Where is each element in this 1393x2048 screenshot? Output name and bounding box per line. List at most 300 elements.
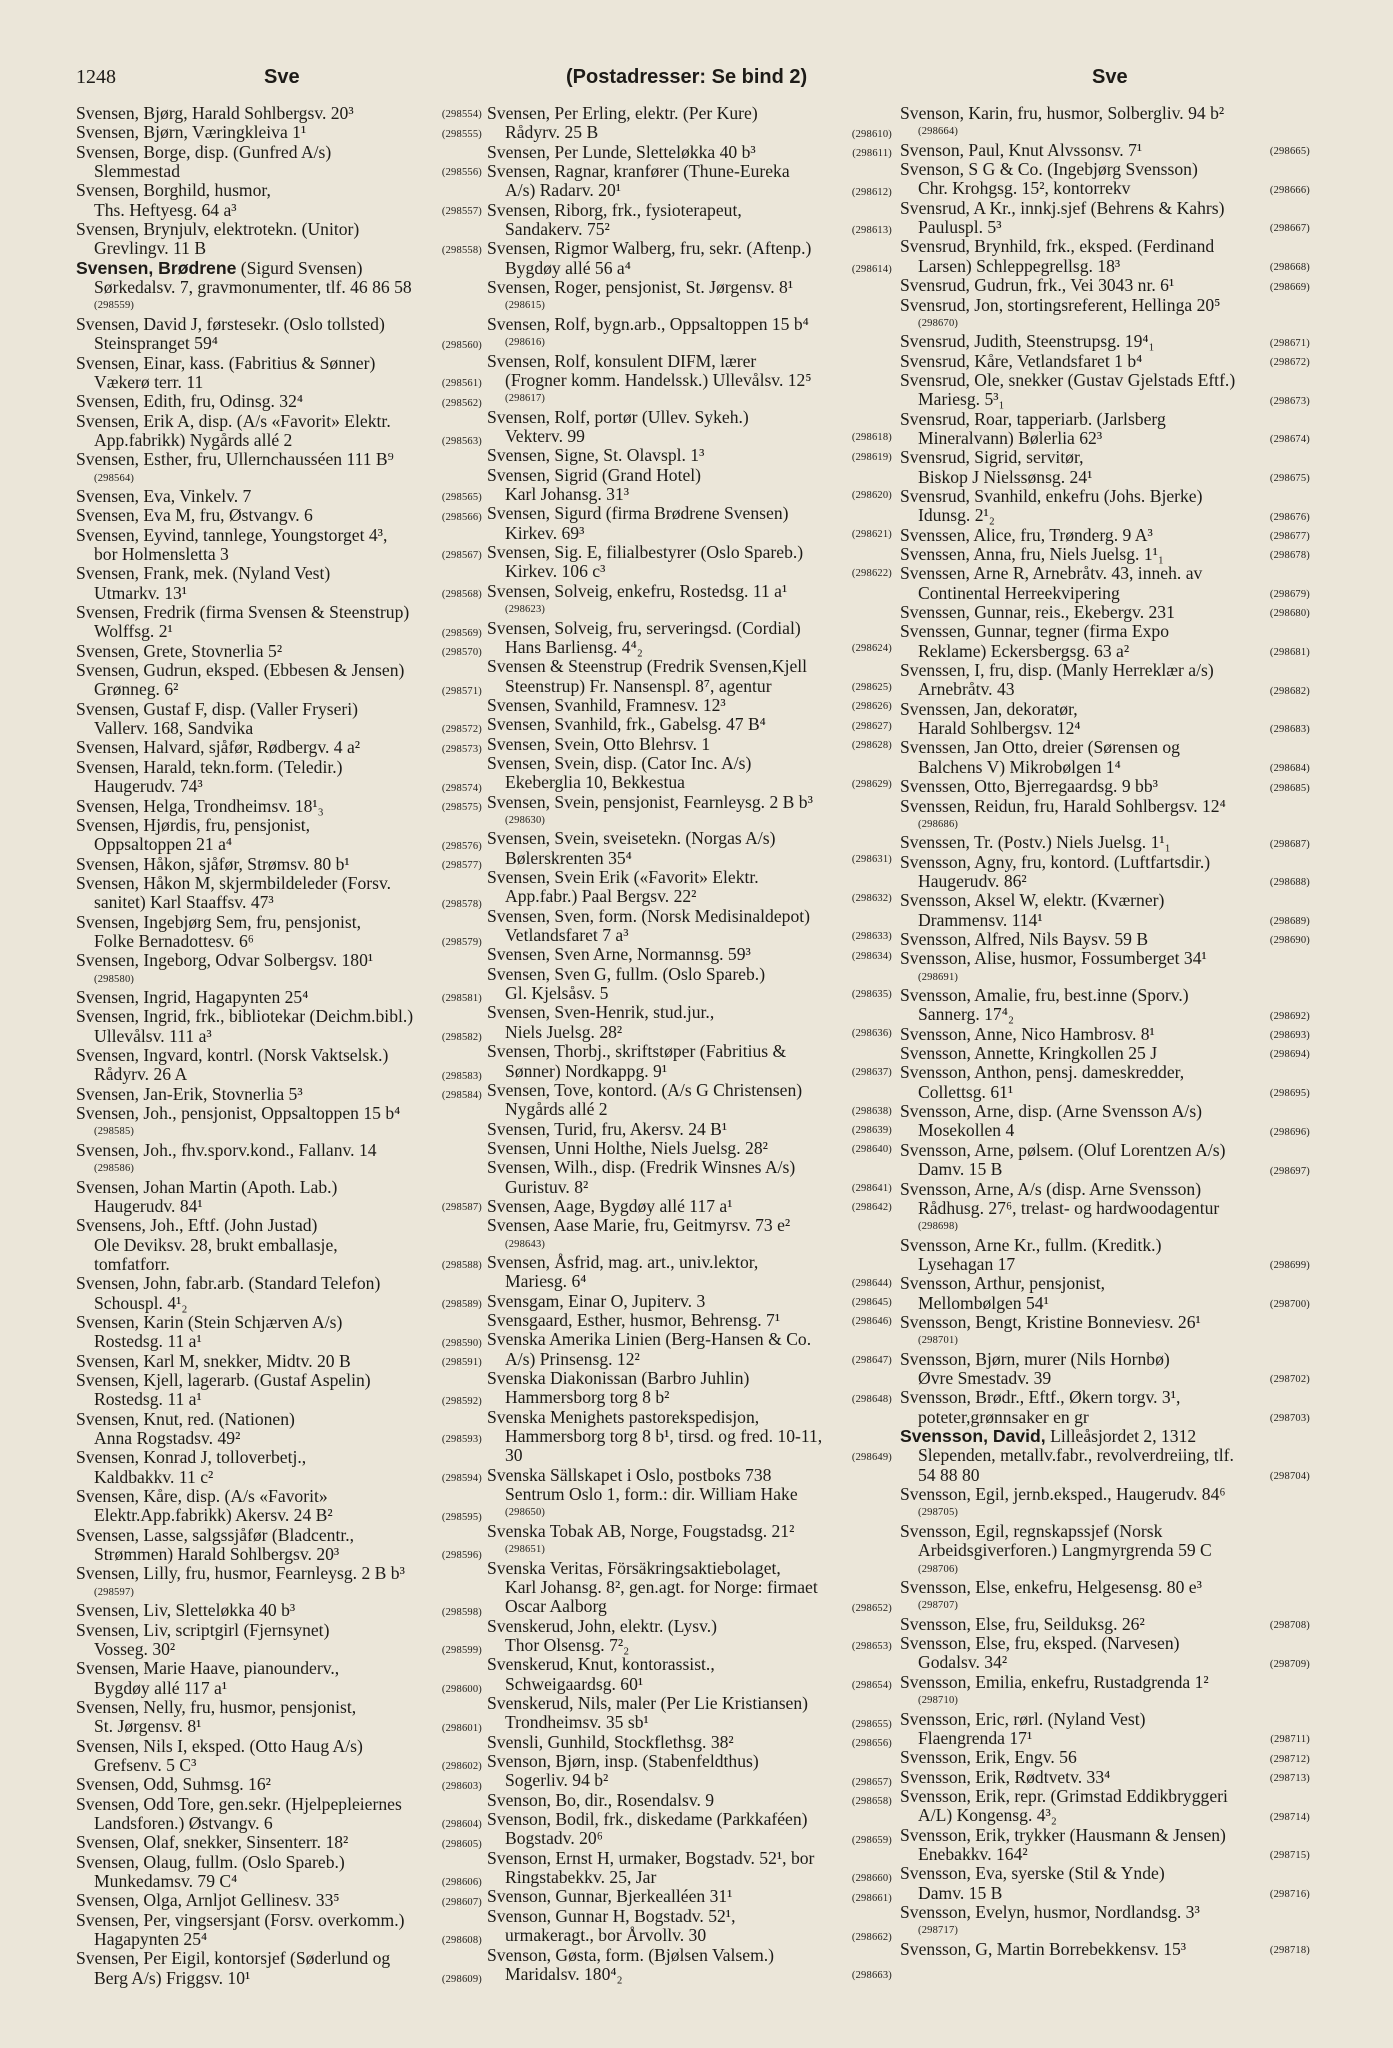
entry-line: Ole Deviksv. 28, brukt emballasje,	[94, 1235, 338, 1255]
entry-line: Grefsenv. 5 C³	[94, 1755, 197, 1775]
entry-phone-number: (298693)	[1269, 1030, 1310, 1042]
entry-phone-number: (298612)	[851, 186, 892, 198]
entry-line: Svensen, Ingvard, kontrl. (Norsk Vaktselsk.)	[76, 1046, 389, 1066]
directory-entry	[900, 1710, 1310, 1749]
entry-line: Svensen, Per, vingsersjant (Forsv. overkomm.)	[76, 1910, 405, 1930]
entry-line: Niels Juelsg. 28²	[505, 1022, 623, 1042]
entry-line: Svensen, Frank, mek. (Nyland Vest)	[76, 564, 331, 584]
entry-phone-number: (298702)	[1269, 1374, 1310, 1386]
entry-line: Svenssen, Alice, fru, Trønderg. 9 A³	[900, 525, 1153, 545]
directory-entry	[900, 891, 1310, 930]
entry-line: Enebakkv. 164²	[918, 1844, 1028, 1864]
directory-entry	[900, 1787, 1310, 1826]
entry-phone-number: (298707)	[918, 1600, 959, 1612]
directory-entry	[76, 738, 482, 757]
entry-line: Svenson, Ernst H, urmaker, Bogstadv. 52¹, bor	[487, 1848, 815, 1868]
entry-phone-number: (298646)	[851, 1316, 892, 1328]
entry-line: Svensen, Odd Tore, gen.sekr. (Hjelpepleiernes	[76, 1794, 402, 1814]
entry-line: Svensrud, Roar, tapperiarb. (Jarlsberg	[900, 409, 1166, 429]
entry-phone-number: (298573)	[441, 743, 482, 755]
entry-phone-number: (298675)	[1269, 473, 1310, 484]
entry-line: Svensson, Erik, Engv. 56	[900, 1748, 1077, 1768]
directory-entry	[76, 506, 482, 525]
entry-line: bor Holmensletta 3	[94, 545, 229, 565]
entry-line: St. Jørgensv. 8¹	[94, 1717, 202, 1737]
directory-entry	[487, 143, 892, 162]
entry-line: Munkedamsv. 79 C⁴	[94, 1872, 238, 1891]
entry-line: Svenskerud, John, elektr. (Lysv.)	[487, 1616, 717, 1636]
entry-line: Hammersborg torg 8 b²	[505, 1388, 670, 1408]
entry-phone-number: (298674)	[1269, 434, 1310, 446]
directory-entry	[76, 1891, 482, 1910]
entry-line: Svensens, Joh., Eftf. (John Justad)	[76, 1216, 318, 1236]
entry-line: Hans Barliensg. 4⁴₂	[505, 637, 643, 657]
directory-entry	[76, 220, 482, 259]
entry-phone-number: (298657)	[851, 1776, 892, 1788]
entry-phone-number: (298649)	[851, 1451, 892, 1463]
directory-entry	[900, 1903, 1310, 1940]
entry-phone-number: (298665)	[1269, 146, 1310, 158]
directory-entry	[487, 1042, 892, 1081]
directory-entry	[487, 1752, 892, 1791]
directory-entry	[487, 104, 892, 143]
entry-line: Svensen, Karl M, snekker, Midtv. 20 B	[76, 1351, 351, 1371]
directory-entry	[76, 487, 482, 506]
directory-entry	[900, 1350, 1310, 1389]
entry-line: Svensen, Harald, tekn.form. (Teledir.)	[76, 757, 343, 777]
entry-line: Svensson, Arne, A/s (disp. Arne Svensson)	[900, 1179, 1202, 1199]
entry-line: Svensen, Rolf, portør (Ullev. Sykeh.)	[487, 407, 749, 427]
directory-entry	[487, 1081, 892, 1120]
entry-line: Svensson, Egil, jernb.eksped., Haugerudv. 84⁶	[900, 1485, 1226, 1505]
page-number: 1248	[76, 66, 116, 88]
entry-line: Steenstrup) Fr. Nansenspl. 8⁷, agentur	[505, 676, 772, 696]
entry-phone-number: (298695)	[1269, 1088, 1310, 1100]
page-header	[76, 66, 1136, 96]
entry-phone-number: (298556)	[441, 167, 482, 179]
entry-phone-number: (298656)	[851, 1738, 892, 1750]
directory-entry	[487, 657, 892, 696]
entry-phone-number: (298591)	[441, 1357, 482, 1368]
entry-line: Svensen, Lilly, fru, husmor, Fearnleysg. 2 B b³	[76, 1564, 405, 1584]
entry-phone-number: (298672)	[1269, 356, 1310, 368]
entry-line: Svensson, Bjørn, murer (Nils Hornbø)	[900, 1349, 1170, 1369]
entry-line: Ringstabekkv. 25, Jar	[505, 1868, 657, 1888]
directory-entry	[900, 1673, 1310, 1710]
entry-phone-number: (298562)	[441, 397, 482, 409]
entry-line: Svensen & Steenstrup (Fredrik Svensen,Kjell	[487, 657, 808, 677]
entry-phone-number: (298585)	[94, 1126, 135, 1138]
entry-line: Svenson, Gøsta, form. (Bjølsen Valsem.)	[487, 1945, 775, 1965]
directory-entry	[487, 829, 892, 868]
entry-line: Svenska Tobak AB, Norge, Fougstadsg. 21²	[487, 1521, 795, 1541]
entry-line: Mariesg. 5³₁	[918, 390, 1005, 410]
directory-entry	[487, 278, 892, 315]
directory-entry	[76, 181, 482, 220]
entry-line: Svensen, Rolf, konsulent DIFM, lærer	[487, 351, 757, 371]
entry-line: Svensen, Olaf, snekker, Sinsenterr. 18²	[76, 1833, 349, 1853]
entry-phone-number: (298632)	[851, 892, 892, 904]
entry-phone-number: (298583)	[441, 1070, 482, 1082]
entry-line: Svensson, Egil, regnskapssjef (Norsk	[900, 1521, 1163, 1541]
directory-entry	[76, 642, 482, 661]
directory-entry	[76, 1085, 482, 1104]
directory-entry	[487, 1617, 892, 1656]
directory-entry	[900, 1522, 1310, 1578]
entry-line: Svensson, Arthur, pensjonist,	[900, 1274, 1106, 1294]
entry-line: Svensrud, Judith, Steenstrupsg. 19⁴₁	[900, 332, 1155, 352]
entry-line: Larsen) Schleppegrellsg. 18³	[918, 256, 1121, 276]
entry-phone-number: (298623)	[505, 604, 546, 616]
entry-line: Svensen, Svein, Otto Blehrsv. 1	[487, 734, 711, 754]
directory-entry	[900, 448, 1310, 487]
entry-phone-number: (298642)	[851, 1202, 892, 1214]
directory-entry	[900, 1141, 1310, 1180]
entry-line: Svensen, Bjørg, Harald Sohlbergsv. 20³	[76, 104, 354, 123]
entry-line: Svensen, Helga, Trondheimsv. 18¹₃	[76, 796, 324, 816]
entry-phone-number: (298577)	[441, 859, 482, 871]
entry-bold-name: Svensen, Brødrene	[76, 258, 237, 278]
directory-entry	[487, 1466, 892, 1522]
entry-line: Svensen, Åsfrid, mag. art., univ.lektor,	[487, 1253, 759, 1272]
directory-entry	[900, 487, 1310, 526]
entry-phone-number: (298628)	[851, 739, 892, 751]
entry-line: Hammersborg torg 8 b¹, tirsd. og fred. 10-11,	[505, 1427, 823, 1447]
entry-line: Svensson, Erik, trykker (Hausmann & Jensen)	[900, 1825, 1226, 1845]
entry-line: Bølerskrenten 35⁴	[505, 848, 632, 868]
header-right-word: Sve	[1092, 66, 1128, 88]
entry-line: Svensson, Arne, disp. (Arne Svensson A/s)	[900, 1102, 1203, 1122]
entry-line: Svensson, Anne, Nico Hambrosv. 8¹	[900, 1024, 1155, 1044]
entry-phone-number: (298592)	[441, 1395, 482, 1407]
entry-phone-number: (298590)	[441, 1337, 482, 1349]
directory-entry	[76, 315, 482, 354]
directory-entry	[487, 582, 892, 619]
entry-line: Steinspranget 59⁴	[94, 334, 218, 354]
entry-line: Svensgam, Einar O, Jupiterv. 3	[487, 1291, 706, 1311]
entry-line: Svensrud, Gudrun, frk., Vei 3043 nr. 6¹	[900, 276, 1175, 296]
entry-line: Kaldbakkv. 11 c²	[94, 1467, 214, 1487]
entry-line: Svensson, Else, enkefru, Helgesensg. 80 e³	[900, 1577, 1202, 1597]
entry-phone-number: (298685)	[1269, 782, 1310, 794]
entry-phone-number: (298584)	[441, 1090, 482, 1102]
entry-phone-number: (298683)	[1269, 724, 1310, 736]
entry-phone-number: (298705)	[918, 1507, 959, 1519]
directory-entry	[487, 715, 892, 734]
entry-line: Flaengrenda 17¹	[918, 1728, 1033, 1748]
entry-line: Haugerudv. 74³	[94, 777, 203, 797]
entry-line: Slemmestad	[94, 162, 181, 182]
entry-line: Rostedsg. 11 a¹	[94, 1390, 202, 1410]
directory-entry	[487, 1330, 892, 1369]
entry-phone-number: (298645)	[851, 1297, 892, 1309]
directory-entry	[76, 1949, 482, 1988]
entry-line: Svensen, Ingebjørg Sem, fru, pensjonist,	[76, 912, 362, 932]
entry-line: Svensen, Einar, kass. (Fabritius & Sønner)	[76, 353, 376, 373]
entry-line: Svensson, Annette, Kringkollen 25 J	[900, 1044, 1158, 1064]
directory-entry	[487, 1003, 892, 1042]
directory-entry	[487, 793, 892, 830]
entry-line: Svensen, Lasse, salgssjåfør (Bladcentr.,	[76, 1525, 355, 1545]
directory-entry	[900, 1236, 1310, 1275]
entry-phone-number: (298568)	[441, 589, 482, 601]
directory-entry	[487, 1791, 892, 1810]
directory-entry	[76, 143, 482, 182]
entry-line: Svensson, Evelyn, husmor, Nordlandsg. 3³	[900, 1902, 1200, 1922]
entry-phone-number: (298608)	[441, 1935, 482, 1947]
directory-entry	[487, 907, 892, 946]
entry-line: Svensen, Aase Marie, fru, Geitmyrsv. 73 e²	[487, 1216, 791, 1236]
entry-line: Øvre Smestadv. 39	[918, 1369, 1052, 1389]
directory-entry	[76, 700, 482, 739]
directory-entry	[487, 315, 892, 352]
entry-phone-number: (298617)	[505, 393, 546, 405]
entry-phone-number: (298605)	[441, 1838, 482, 1850]
entry-phone-number: (298565)	[441, 492, 482, 504]
entry-line: Svenson, Bodil, frk., diskedame (Parkkaféen)	[487, 1810, 808, 1830]
entry-line: Svenssen, Tr. (Postv.) Niels Juelsg. 1¹₁	[900, 833, 1171, 853]
entry-line: Sannerg. 17⁴₂	[918, 1005, 1014, 1025]
directory-entry	[76, 1911, 482, 1950]
entry-phone-number: (298670)	[918, 317, 959, 329]
entry-line: tomfatforr.	[94, 1254, 170, 1274]
directory-entry	[76, 1601, 482, 1620]
entry-line: Bygdøy allé 117 a¹	[94, 1678, 228, 1698]
entry-line: Pauluspl. 5³	[918, 218, 1002, 238]
entry-line: Svensrud, Svanhild, enkefru (Johs. Bjerke)	[900, 487, 1203, 506]
entry-line: Svenskerud, Nils, maler (Per Lie Kristiansen)	[487, 1694, 809, 1714]
entry-line: Svensen, Unni Holthe, Niels Juelsg. 28²	[487, 1138, 768, 1158]
entry-phone-number: (298677)	[1269, 531, 1310, 543]
entry-line: Svensen, Wilh., disp. (Fredrik Winsnes A/s)	[487, 1158, 796, 1178]
entry-phone-number: (298576)	[441, 840, 482, 852]
entry-line: App.fabr.) Paal Bergsv. 22²	[505, 887, 697, 907]
entry-line: Elektr.App.fabrikk) Akersv. 24 B²	[94, 1506, 333, 1526]
entry-phone-number: (298621)	[851, 529, 892, 541]
directory-entry	[900, 1063, 1310, 1102]
entry-line: Svensen, Esther, fru, Ullernchausséen 111 B⁹	[76, 450, 394, 470]
entry-phone-number: (298700)	[1269, 1298, 1310, 1310]
entry-line: Svensen, Liv, Sletteløkka 40 b³	[76, 1601, 296, 1621]
directory-entry	[900, 371, 1310, 410]
directory-entry	[900, 564, 1310, 603]
entry-phone-number: (298579)	[441, 937, 482, 949]
directory-entry	[76, 1046, 482, 1085]
entry-line: Oscar Aalborg	[505, 1597, 607, 1617]
entry-text: Lilleåsjordet 2, 1312	[1045, 1427, 1197, 1447]
entry-phone-number: (298619)	[851, 451, 892, 463]
entry-phone-number: (298598)	[441, 1606, 482, 1618]
directory-entry	[487, 1139, 892, 1158]
entry-phone-number: (298631)	[851, 854, 892, 866]
entry-line: Godalsv. 34²	[918, 1653, 1008, 1673]
entry-line: Svensen, Borge, disp. (Gunfred A/s)	[76, 142, 332, 162]
entry-line: Mineralvann) Bølerlia 62³	[918, 428, 1103, 448]
entry-line: Svensen, Kåre, disp. (A/s «Favorit»	[76, 1487, 328, 1507]
entry-line: Svensen, Svein, sveisetekn. (Norgas A/s)	[487, 829, 776, 849]
entry-line: Rostedsg. 11 a¹	[94, 1332, 202, 1352]
directory-entry	[76, 1007, 482, 1046]
entry-line: Gl. Kjelsåsv. 5	[505, 984, 609, 1004]
entry-line: Svenskerud, Knut, kontorassist.,	[487, 1655, 715, 1675]
directory-entry	[900, 1044, 1310, 1063]
entry-phone-number: (298633)	[851, 931, 892, 943]
directory-entry	[487, 1522, 892, 1559]
directory-entry	[76, 1698, 482, 1737]
entry-line: Svenson, Karin, fru, husmor, Solbergliv. 94 b²	[900, 104, 1225, 123]
directory-entry	[76, 855, 482, 874]
directory-entry	[76, 603, 482, 642]
entry-line: Svensson, Bengt, Kristine Bonneviesv. 26¹	[900, 1312, 1201, 1332]
entry-phone-number: (298704)	[1269, 1471, 1310, 1483]
entry-phone-number: (298575)	[441, 801, 482, 813]
directory-entry	[76, 1526, 482, 1565]
entry-line: Oppsaltoppen 21 a⁴	[94, 835, 233, 855]
entry-phone-number: (298679)	[1269, 589, 1310, 601]
entry-line: Svensen, Per Eigil, kontorsjef (Søderlund og	[76, 1949, 391, 1969]
entry-phone-number: (298636)	[851, 1028, 892, 1040]
directory-entry	[487, 239, 892, 278]
entry-line	[900, 1427, 1310, 1446]
directory-entry	[487, 543, 892, 582]
entry-line: Arnebråtv. 43	[918, 680, 1015, 700]
entry-line: Folke Bernadottesv. 6⁶	[94, 931, 254, 951]
directory-entry	[76, 1448, 482, 1487]
directory-column-1	[76, 104, 482, 2004]
entry-line: Continental Herreekvipering	[918, 583, 1120, 603]
directory-entry	[487, 162, 892, 201]
entry-line: Svenska Amerika Linien (Berg-Hansen & Co.	[487, 1330, 812, 1350]
entry-phone-number: (298639)	[851, 1124, 892, 1136]
entry-phone-number: (298710)	[918, 1695, 959, 1707]
entry-phone-number: (298701)	[918, 1335, 959, 1347]
entry-phone-number: (298613)	[851, 225, 892, 237]
entry-line: Maridalsv. 180⁴₂	[505, 1964, 623, 1984]
entry-phone-number: (298663)	[851, 1970, 892, 1982]
directory-entry	[76, 564, 482, 603]
entry-line: Svensen, Kjell, lagerarb. (Gustaf Aspelin)	[76, 1371, 371, 1390]
entry-phone-number: (298554)	[441, 109, 482, 121]
entry-line: Svensson, Eric, rørl. (Nyland Vest)	[900, 1709, 1146, 1729]
entry-phone-number: (298650)	[505, 1507, 546, 1519]
entry-line: Svensen, Olaug, fullm. (Oslo Spareb.)	[76, 1852, 345, 1872]
entry-line: Kirkev. 106 c³	[505, 562, 606, 582]
directory-entry	[76, 104, 482, 123]
entry-line: Svensen, Joh., pensjonist, Oppsaltoppen 15 b⁴	[76, 1104, 401, 1124]
directory-entry	[76, 1141, 482, 1178]
entry-line: Svenska Diakonissan (Barbro Juhlin)	[487, 1369, 750, 1389]
entry-phone-number: (298630)	[505, 814, 546, 826]
entry-line: Svenssen, Jan Otto, dreier (Sørensen og	[900, 738, 1180, 758]
directory-entry	[900, 1180, 1310, 1236]
directory-entry	[900, 199, 1310, 238]
entry-phone-number: (298627)	[851, 720, 892, 732]
directory-entry	[900, 797, 1310, 834]
entry-phone-number: (298712)	[1269, 1753, 1310, 1765]
entry-line: Guristuv. 8²	[505, 1177, 589, 1197]
directory-entry	[76, 1352, 482, 1371]
entry-line: Svensson, Brødr., Eftf., Økern torgv. 3¹,	[900, 1388, 1181, 1408]
entry-line: Rådyrv. 26 A	[94, 1065, 188, 1085]
directory-entry	[900, 1427, 1310, 1485]
entry-line: 54 88 80	[918, 1465, 980, 1485]
entry-phone-number: (298659)	[851, 1834, 892, 1846]
entry-line: Haugerudv. 86²	[918, 871, 1027, 891]
entry-line: Svensen, Svein Erik («Favorit» Elektr.	[487, 868, 759, 888]
entry-line: Svensson, Eva, syerske (Stil & Ynde)	[900, 1864, 1165, 1884]
entry-phone-number: (298587)	[441, 1202, 482, 1214]
entry-phone-number: (298563)	[441, 436, 482, 448]
entry-phone-number: (298687)	[1269, 838, 1310, 850]
directory-entry	[487, 1408, 892, 1466]
entry-phone-number: (298593)	[441, 1434, 482, 1446]
entry-line: Svensen, Jan-Erik, Stovnerlia 5³	[76, 1084, 303, 1104]
entry-line: Svenska Veritas, Försäkringsaktiebolaget,	[487, 1558, 781, 1578]
directory-entry	[487, 619, 892, 658]
entry-line: Svensen, Brynjulv, elektrotekn. (Unitor)	[76, 220, 360, 240]
directory-entry	[76, 1410, 482, 1449]
entry-line: Svenssen, Otto, Bjerregaardsg. 9 bb³	[900, 777, 1158, 797]
directory-column-3	[900, 104, 1310, 2004]
entry-phone-number: (298606)	[441, 1877, 482, 1889]
entry-line: Svensson, Emilia, enkefru, Rustadgrenda 1²	[900, 1672, 1209, 1692]
entry-line: Harald Sohlbergsv. 12⁴	[918, 719, 1081, 739]
entry-line: Schouspl. 4¹₂	[94, 1293, 188, 1313]
entry-line: App.fabrikk) Nygårds allé 2	[94, 430, 293, 450]
entry-line: Svensen, Knut, red. (Nationen)	[76, 1409, 295, 1429]
entry-line: Svensen, Aage, Bygdøy allé 117 a¹	[487, 1196, 733, 1216]
directory-entry	[487, 1694, 892, 1733]
entry-line: Ths. Heftyesg. 64 a³	[94, 200, 237, 220]
entry-line: Arbeidsgiverforen.) Langmyrgrenda 59 C	[918, 1541, 1212, 1561]
entry-line: Svensen, Odd, Suhmsg. 16²	[76, 1775, 271, 1795]
entry-phone-number: (298558)	[441, 244, 482, 256]
directory-entry	[900, 141, 1310, 160]
entry-line: Svensen, Svein, pensjonist, Fearnleysg. 2 B b³	[487, 792, 813, 812]
entry-line: Svensrud, Ole, snekker (Gustav Gjelstads Eftf.)	[900, 370, 1236, 390]
directory-entry	[900, 833, 1310, 852]
entry-line: Svenson, Gunnar, Bjerkealléen 31¹	[487, 1887, 733, 1907]
entry-line: Svensen, Turid, fru, Akersv. 24 B¹	[487, 1119, 728, 1139]
entry-line: Svensen, Tove, kontord. (A/s G Christensen)	[487, 1080, 803, 1100]
entry-phone-number: (298661)	[851, 1892, 892, 1904]
entry-line: Biskop J Nielssønsg. 24¹	[918, 467, 1093, 487]
entry-line: Utmarkv. 13¹	[94, 583, 188, 603]
entry-phone-number: (298616)	[505, 337, 546, 349]
entry-line: Svensen, Solveig, fru, serveringsd. (Cordial)	[487, 618, 801, 638]
entry-phone-number: (298688)	[1269, 877, 1310, 889]
directory-entry	[900, 1578, 1310, 1615]
directory-entry	[487, 466, 892, 505]
directory-entry	[76, 1371, 482, 1410]
entry-line: Svensen, Håkon M, skjermbildeleder (Forsv.	[76, 873, 392, 893]
directory-entry	[900, 1313, 1310, 1350]
directory-entry	[487, 1946, 892, 1985]
entry-phone-number: (298718)	[1269, 1945, 1310, 1957]
entry-line: Svensen, Halvard, sjåfør, Rødbergv. 4 a²	[76, 738, 361, 758]
entry-phone-number: (298697)	[1269, 1165, 1310, 1177]
entry-phone-number: (298662)	[851, 1931, 892, 1943]
entry-phone-number: (298604)	[441, 1819, 482, 1831]
entry-line: Svensen, Grete, Stovnerlia 5²	[76, 641, 283, 661]
directory-entry	[76, 1104, 482, 1141]
entry-phone-number: (298625)	[851, 681, 892, 693]
entry-line: Kirkev. 69³	[505, 523, 585, 543]
entry-phone-number: (298626)	[851, 701, 892, 713]
entry-line: Slependen, metallv.fabr., revolverdreiing, tlf.	[918, 1446, 1234, 1466]
entry-line: Svensson, Arne Kr., fullm. (Kreditk.)	[900, 1235, 1162, 1255]
entry-phone-number: (298618)	[851, 432, 892, 444]
